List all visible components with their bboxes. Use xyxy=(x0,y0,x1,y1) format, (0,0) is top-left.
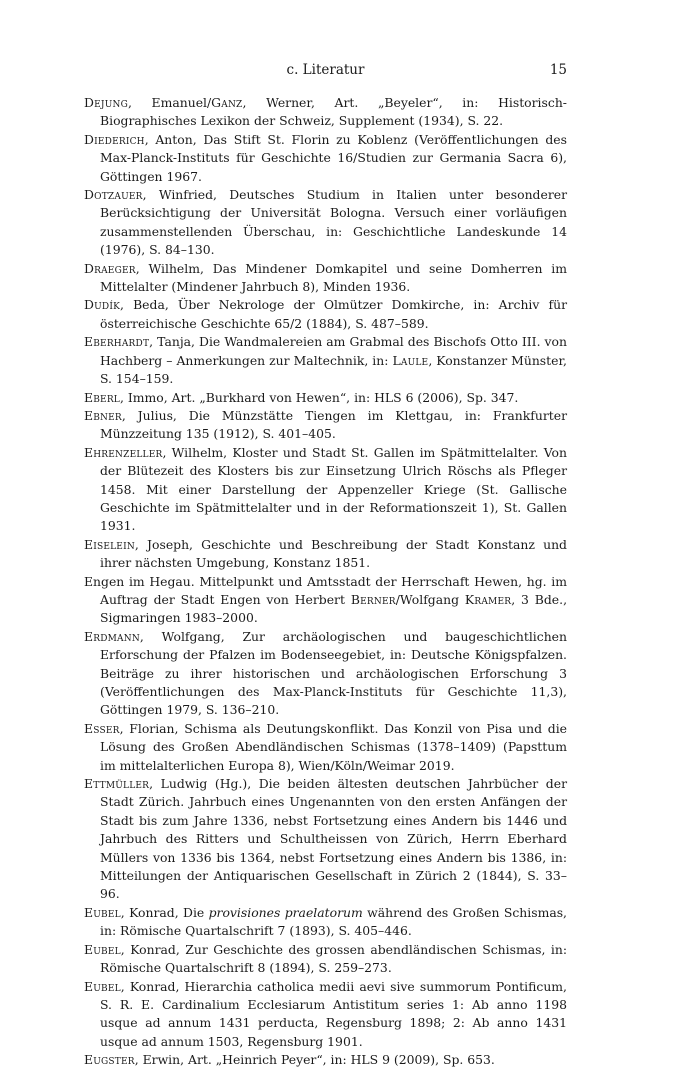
entry-author: Eubel xyxy=(84,941,121,957)
entry-text: , Wilhelm, Kloster und Stadt St. Gallen im Spätmittelalter. Von der Blütezeit des Klosters bis zur Einsetzung Ulrich Röschs als Pfleger 1458. Mit einer Darstellung der Appenzeller Kriege (St. Gallische Geschichte im Spätmittelalter und in der Reformationszeit 1), St. Gallen 1931. xyxy=(100,444,567,534)
entry-text: , Julius, Die Münzstätte Tiengen im Klettgau, in: Frankfurter Münzzeitung 135 (1912), S. 401–405. xyxy=(100,407,567,442)
bibliography-entry xyxy=(84,444,567,536)
bibliography-entry xyxy=(84,296,567,333)
bibliography-entry xyxy=(84,904,567,941)
entry-author: Eiselein xyxy=(84,536,135,552)
bibliography-entry xyxy=(84,941,567,978)
entry-text: , Beda, Über Nekrologe der Olmützer Domkirche, in: Archiv für österreichische Geschichte 65/2 (1884), S. 487–589. xyxy=(100,297,567,331)
entry-text: , Wilhelm, Das Mindener Domkapitel und seine Domherren im Mittelalter (Mindener Jahrbuch 8), Minden 1936. xyxy=(100,260,567,295)
entry-text: Engen im Hegau. Mittelpunkt und Amtsstadt der Herrschaft Hewen, hg. im Auftrag der Stadt Engen von Herbert xyxy=(84,573,567,607)
entry-author: Eberhardt xyxy=(84,334,150,350)
entry-author: Dudík xyxy=(84,297,121,313)
running-title: c. Literatur xyxy=(286,62,365,78)
bibliography-entry xyxy=(84,186,567,260)
bibliography-entry xyxy=(84,573,567,628)
bibliography-entry xyxy=(84,536,567,573)
entry-author: Ebner xyxy=(84,407,122,423)
entry-author: Esser xyxy=(84,720,120,736)
bibliography-entry xyxy=(84,1051,567,1069)
entry-author: Eubel xyxy=(84,978,121,994)
entry-name-smallcaps: Ganz xyxy=(211,95,243,110)
entry-author: Erdmann xyxy=(84,628,140,644)
entry-text: , 3 Bde., Sigmaringen 1983–2000. xyxy=(100,591,568,626)
entry-name-smallcaps: Kramer xyxy=(464,591,512,607)
bibliography-entry xyxy=(84,720,567,775)
entry-text: /Wolfgang xyxy=(395,591,465,607)
entry-text: , Tanja, Die Wandmalereien am Grabmal des Bischofs Otto III. von Hachberg – Anmerkungen zur Maltechnik, in: xyxy=(100,334,567,368)
entry-text: , Winfried, Deutsches Studium in Italien unter besonderer Berücksichtigung der Universität Bologna. Versuch einer vorläufigen zusammenstellenden Überschau, in: Geschichtliche Landeskunde 14 (1976), S. 84–130. xyxy=(100,187,567,258)
bibliography-entry xyxy=(84,260,567,297)
entry-name-smallcaps: Laule xyxy=(392,352,429,368)
bibliography-entry xyxy=(84,775,567,904)
entry-author: Eugster xyxy=(84,1052,135,1068)
bibliography-list xyxy=(84,94,567,1070)
entry-text: , Erwin, Art. „Heinrich Peyer“, in: HLS 9 (2009), Sp. 653. xyxy=(134,1052,495,1068)
bibliography-entry xyxy=(84,628,567,720)
entry-author: Ehrenzeller xyxy=(84,444,163,460)
entry-text: , Konrad, Zur Geschichte des grossen abendländischen Schismas, in: Römische Quartalschrift 8 (1894), S. 259–273. xyxy=(100,941,567,976)
entry-text: , Konstanzer Münster, S. 154–159. xyxy=(100,352,567,387)
entry-author: Eberl xyxy=(84,389,120,405)
entry-author: Draeger xyxy=(84,260,136,276)
entry-author: Ettmüller xyxy=(84,776,150,792)
bibliography-entry xyxy=(84,333,567,388)
bibliography-entry xyxy=(84,389,567,407)
entry-text: , Florian, Schisma als Deutungskonflikt. Das Konzil von Pisa und die Lösung des Großen Abendländischen Schismas (1378–1409) (Papsttum im mittelalterlichen Europa 8), Wien/Köln/Weimar 2019. xyxy=(100,720,567,773)
running-head xyxy=(84,62,567,80)
entry-name-smallcaps: Berner xyxy=(350,591,396,607)
entry-author: Diederich xyxy=(84,131,145,147)
entry-text: , Ludwig (Hg.), Die beiden ältesten deutschen Jahrbücher der Stadt Zürich. Jahrbuch eines Ungenannten von den ersten Anfängen der Stadt bis zum Jahre 1336, nebst Fortsetzung eines Andern bis 1446 und Jahrbuch des Ritters und Schultheissen von Zürich, Herrn Eberhard Müllers von 1336 bis 1364, nebst Fortsetzung eines Andern bis 1386, in: Mitteilungen der Antiquarischen Gesellschaft in Zürich 2 (1844), S. 33–96. xyxy=(100,776,567,902)
bibliography-entry xyxy=(84,978,567,1052)
bibliography-entry xyxy=(84,94,567,131)
page-number: 15 xyxy=(549,62,567,78)
bibliography-entry xyxy=(84,407,567,444)
entry-author: Dejung xyxy=(84,95,128,110)
entry-text: während des Großen Schismas, in: Römische Quartalschrift 7 (1893), S. 405–446. xyxy=(100,904,567,939)
entry-author: Eubel xyxy=(84,904,121,920)
entry-text: , Emanuel/ xyxy=(127,95,212,110)
entry-text: , Wolfgang, Zur archäologischen und baugeschichtlichen Erforschung der Pfalzen im Bodenseegebiet, in: Deutsche Königspfalzen. Beiträge zu ihrer historischen und archäologischen Erforschung 3 (Veröffentlichungen des Max-Planck-Instituts für Geschichte 11,3), Göttingen 1979, S. 136–210. xyxy=(100,628,567,718)
entry-text: , Konrad, Die xyxy=(120,904,209,920)
entry-text: , Werner, Art. „Beyeler“, in: Historisch-Biographisches Lexikon der Schweiz, Supplement (1934), S. 22. xyxy=(100,95,567,129)
entry-text: , Anton, Das Stift St. Florin zu Koblenz (Veröffentlichungen des Max-Planck-Instituts für Geschichte 16/Studien zur Germania Sacra 6), Göttingen 1967. xyxy=(100,131,567,184)
entry-text: , Konrad, Hierarchia catholica medii aevi sive summorum Pontificum, S. R. E. Cardinalium Ecclesiarum Antistitum series 1: Ab anno 1198 usque ad annum 1431 perducta, Regensburg 1898; 2: Ab anno 1431 usque ad annum 1503, Regensburg 1901. xyxy=(100,978,567,1049)
entry-text-italic: provisiones praelatorum xyxy=(208,904,363,920)
entry-text: , Joseph, Geschichte und Beschreibung der Stadt Konstanz und ihrer nächsten Umgebung, Konstanz 1851. xyxy=(100,536,567,571)
entry-text: , Immo, Art. „Burkhard von Hewen“, in: HLS 6 (2006), Sp. 347. xyxy=(119,389,519,405)
entry-author: Dotzauer xyxy=(84,187,143,203)
bibliography-entry xyxy=(84,131,567,186)
